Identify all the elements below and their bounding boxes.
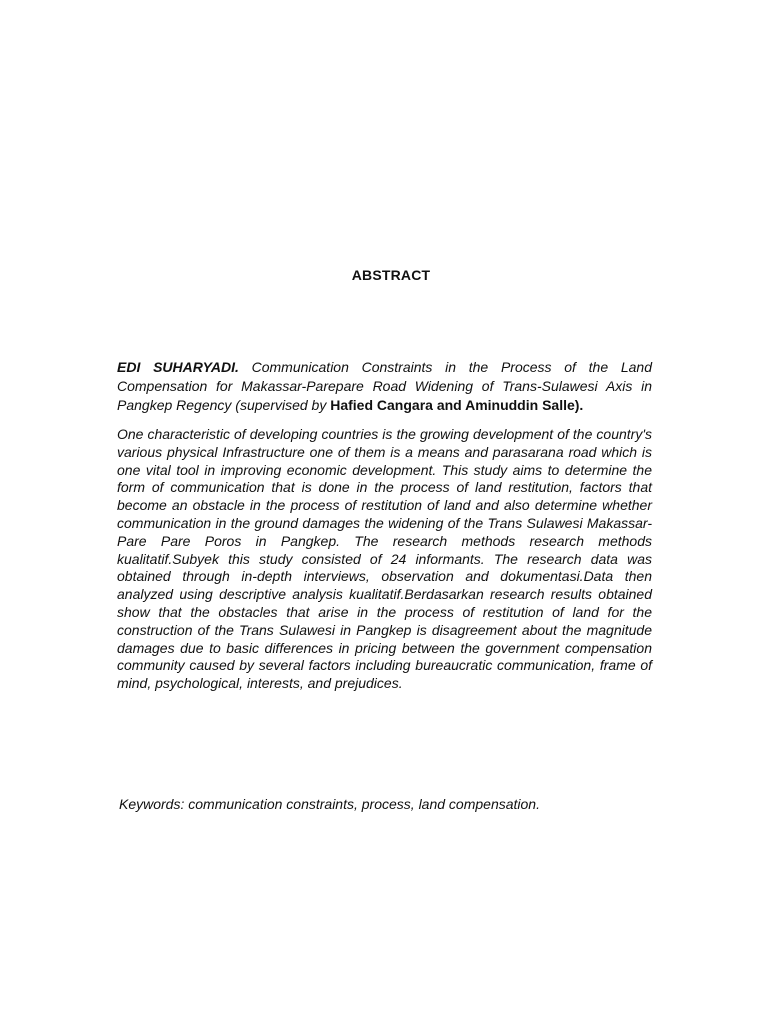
abstract-body: One characteristic of developing countries is the growing development of the country's various physical Infrastructure one of them is a means and parasarana road which is one vital tool in improving economic development. This study aims to determine the form of communication that is done in the process of land restitution, factors that become an obstacle in the process of restitution of land and also determine whether communication in the ground damages the widening of the Trans Sulawesi Makassar-Pare Pare Poros in Pangkep. The research methods research methods kualitatif.Subyek this study consisted of 24 informants. The research data was obtained through in-depth interviews, observation and dokumentasi.Data then analyzed using descriptive analysis kualitatif.Berdasarkan research results obtained show that the obstacles that arise in the process of restitution of land for the construction of the Trans Sulawesi in Pangkep is disagreement about the magnitude damages due to basic differences in pricing between the government compensation community caused by several factors including bureaucratic communication, frame of mind, psychological, interests, and prejudices. (117, 426, 652, 692)
supervisor-names: Hafied Cangara and Aminuddin Salle). (330, 397, 584, 413)
author-name: EDI SUHARYADI. (117, 359, 239, 375)
thesis-title: Communication Constraints in the Process of the Land Compensation for Makassar-Parepare Road Widening of Trans-Sulawesi Axis in Pangkep Regency (supervised by (117, 359, 652, 413)
keywords-line: Keywords: communication constraints, process, land compensation. (119, 796, 540, 812)
abstract-heading: ABSTRACT (351, 267, 431, 283)
citation-paragraph (117, 358, 652, 415)
